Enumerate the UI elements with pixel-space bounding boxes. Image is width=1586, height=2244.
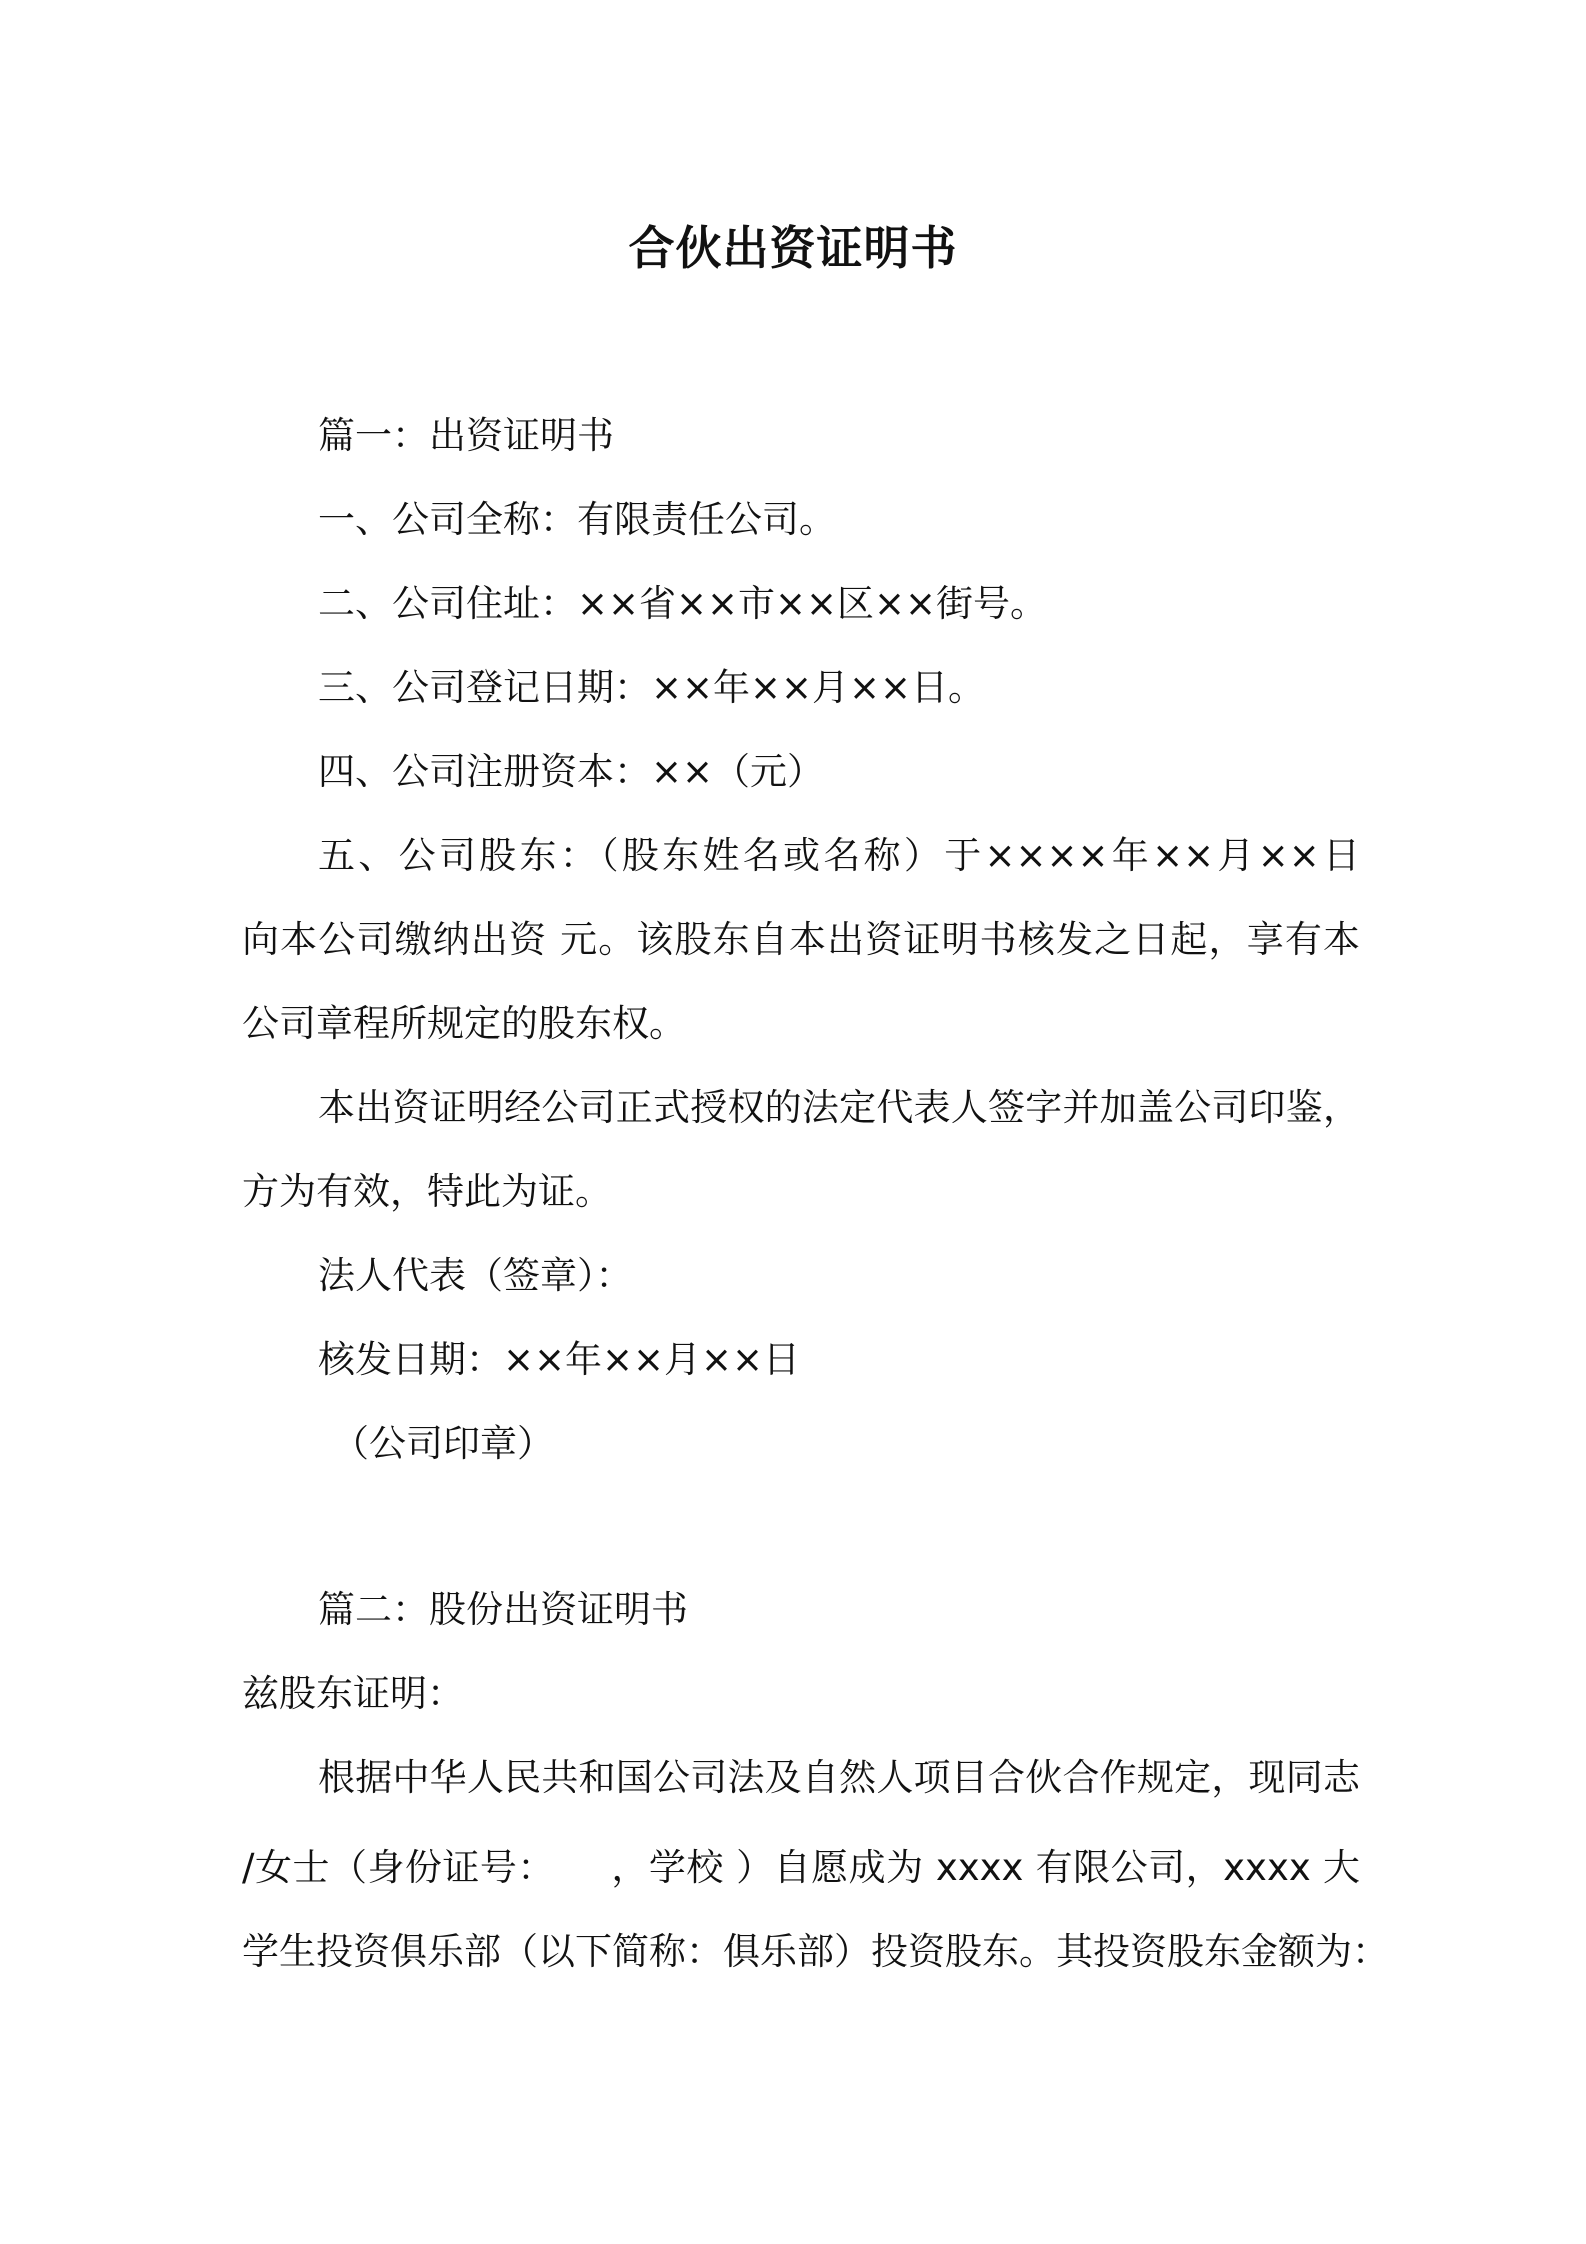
section1-validity-line2: 方为有效，特此为证。 <box>242 1170 612 1213</box>
section1-item-company-name: 一、公司全称：有限责任公司。 <box>318 498 836 541</box>
section1-item-company-address: 二、公司住址：××省××市××区××街号。 <box>318 582 1048 625</box>
section1-legal-representative: 法人代表（签章）： <box>318 1254 633 1297</box>
section2-paragraph-line1: 根据中华人民共和国公司法及自然人项目合伙合作规定，现同志 <box>318 1756 1360 1799</box>
section1-heading: 篇一：出资证明书 <box>318 414 614 457</box>
section1-company-seal: （公司印章） <box>332 1422 554 1465</box>
section2-intro: 兹股东证明： <box>242 1672 464 1715</box>
section1-item-shareholder-line1: 五、公司股东：（股东姓名或名称）于××××年××月××日 <box>318 834 1360 877</box>
section2-heading: 篇二：股份出资证明书 <box>318 1588 688 1631</box>
section2-paragraph-line3: 学生投资俱乐部（以下简称：俱乐部）投资股东。其投资股东金额为： <box>242 1930 1389 1973</box>
section1-issue-date: 核发日期：××年××月××日 <box>318 1338 801 1381</box>
section2-paragraph-line2: /女士（身份证号： ，学校 ）自愿成为 xxxx 有限公司，xxxx 大 <box>242 1846 1360 1889</box>
section1-item-shareholder-line2: 向本公司缴纳出资 元。该股东自本出资证明书核发之日起，享有本 <box>242 918 1360 961</box>
section1-item-registered-capital: 四、公司注册资本：××（元） <box>318 750 825 793</box>
section1-validity-line1: 本出资证明经公司正式授权的法定代表人签字并加盖公司印鉴， <box>318 1086 1360 1129</box>
document-title: 合伙出资证明书 <box>628 221 958 275</box>
section1-item-shareholder-line3: 公司章程所规定的股东权。 <box>242 1002 686 1045</box>
section1-item-registration-date: 三、公司登记日期：××年××月××日。 <box>318 666 986 709</box>
